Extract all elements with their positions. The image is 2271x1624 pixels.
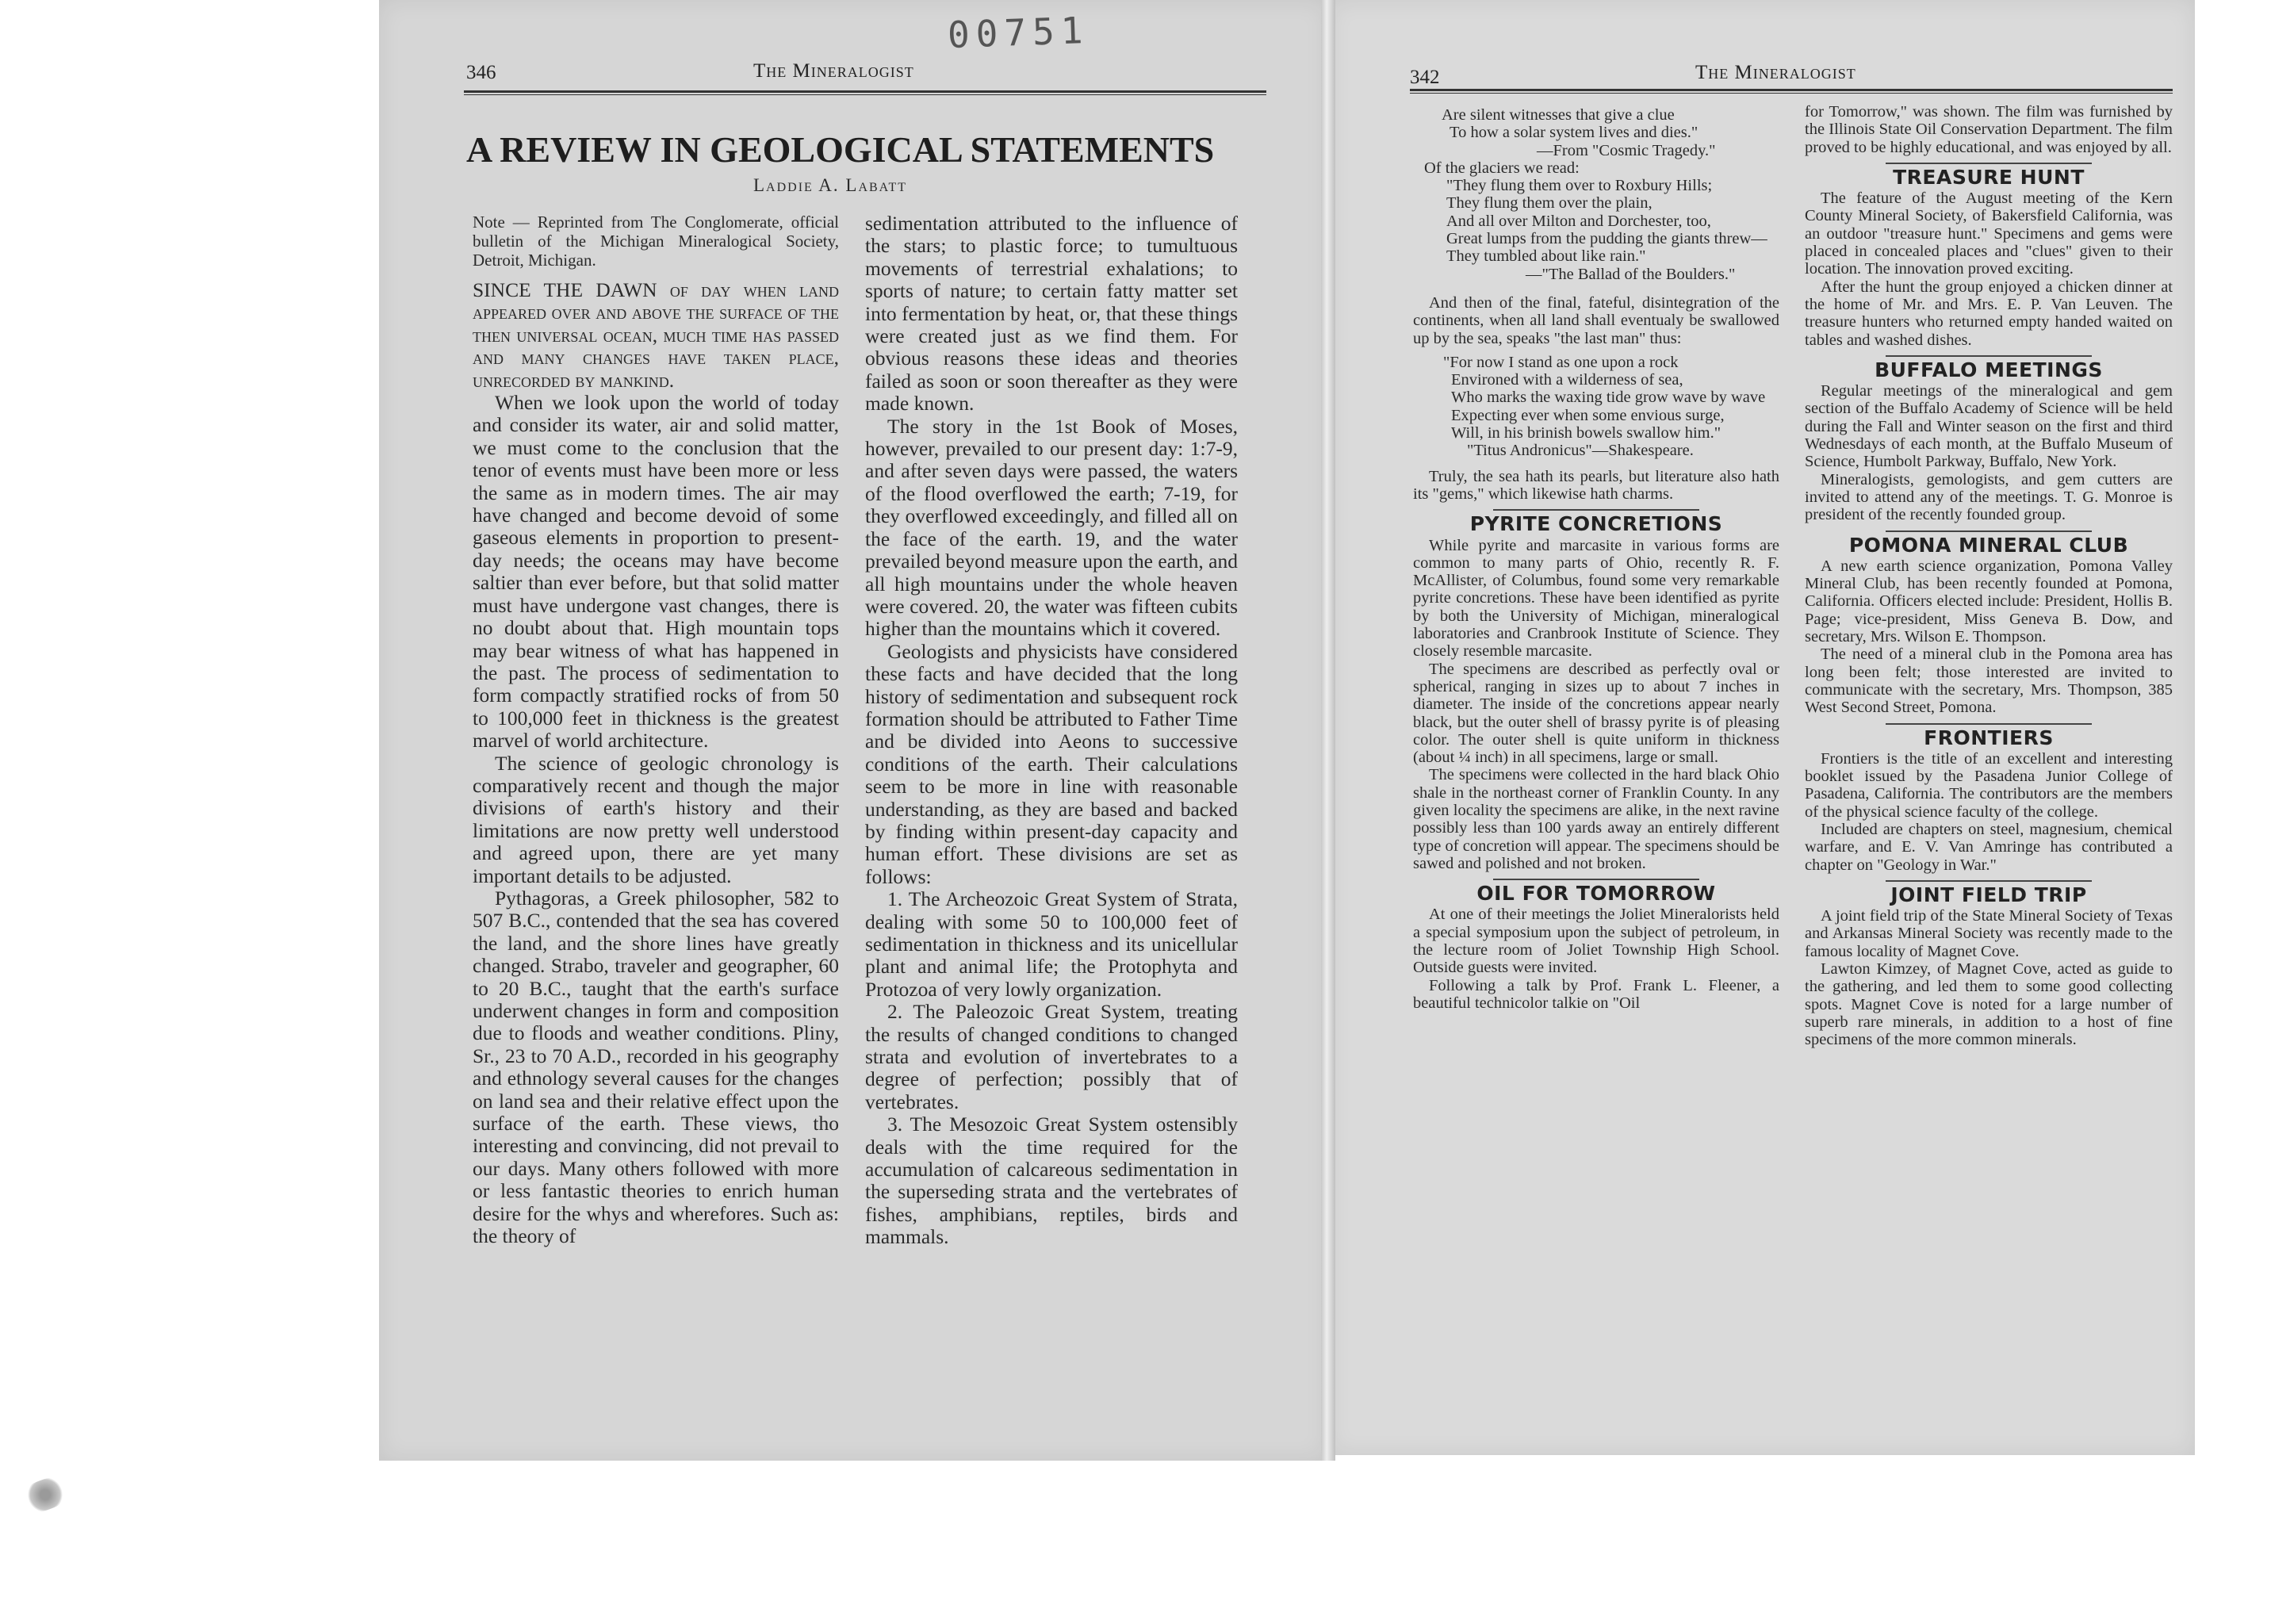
section-heading-oil: OIL FOR TOMORROW bbox=[1476, 882, 1716, 906]
paragraph: for Tomorrow," was shown. The film was furnished by the Illinois State Oil Conservation Department. The film proved to be highly educational, and was enjoyed by all. bbox=[1805, 103, 2173, 156]
section-divider bbox=[1493, 509, 1699, 511]
section-divider bbox=[1886, 355, 2092, 357]
poem-line: Great lumps from the pudding the giants threw— bbox=[1446, 230, 1767, 248]
paragraph: The feature of the August meeting of the Kern County Mineral Society, of Bakersfield California, was an outdoor "treasure hunt." Specimens and gems were placed in concealed places and "clues" given to their location. The innovation proved exciting. bbox=[1805, 190, 2173, 278]
article-title: A REVIEW IN GEOLOGICAL STATEMENTS bbox=[466, 129, 1215, 170]
poem-line: Are silent witnesses that give a clue bbox=[1442, 106, 1675, 124]
paragraph: 1. The Archeozoic Great System of Strata, dealing with some 50 to 100,000 feet of sedimentation in thickness and its unicellular plant and animal life; the Protophyta and Protozoa of very lowly organization. bbox=[865, 887, 1238, 1001]
poem-line: They flung them over the plain, bbox=[1446, 194, 1653, 213]
paragraph: Regular meetings of the mineralogical and gem section of the Buffalo Academy of Science will be held during the Fall and Winter season on the first and third Wednesdays of each month, at the Buffalo Museum of Science, Humbolt Parkway, Buffalo, New York. bbox=[1805, 382, 2173, 471]
paragraph: The story in the 1st Book of Moses, however, prevailed to our present day: 1:7-9, and after seven days were passed, the waters of the flood overflowed the earth; 7-19, for they overflowed exceedingly, and filled all on the face of the earth. 19, and the water prevailed beyond measure upon the earth, and all high mountains under the whole heaven were covered. 20, the water was fifteen cubits higher than the mountains which it covered. bbox=[865, 414, 1238, 641]
poem-line: Environed with a wilderness of sea, bbox=[1451, 371, 1683, 389]
paragraph: A new earth science organization, Pomona Valley Mineral Club, has been recently founded at Pomona, California. Officers elected include: President, Hollis B. Page; vice-president, Miss Geneva B. Dow, and secretary, Mrs. Wilson E. Thompson. bbox=[1805, 557, 2173, 646]
left-header-rule bbox=[464, 90, 1266, 95]
section-heading-treasure: TREASURE HUNT bbox=[1893, 165, 2085, 189]
right-page-number: 342 bbox=[1410, 67, 1440, 88]
paragraph: Included are chapters on steel, magnesium, chemical warfare, and E. V. Van Amringe has contributed a chapter on "Geology in War." bbox=[1805, 820, 2173, 874]
paragraph: After the hunt the group enjoyed a chicken dinner at the home of Mr. and Mrs. E. P. Van Leuven. The treasure hunters who returned empty handed waited on tables and washed dishes. bbox=[1805, 278, 2173, 349]
section-heading-buffalo: BUFFALO MEETINGS bbox=[1875, 358, 2103, 381]
poem-line: Will, in his brinish bowels swallow him." bbox=[1451, 424, 1721, 442]
paragraph: And then of the final, fateful, disintegration of the continents, when all land shall eventualy be swallowed up by the sea, speaks "the last man" thus: bbox=[1413, 293, 1779, 347]
poem-line: Expecting ever when some envious surge, bbox=[1451, 406, 1725, 424]
paragraph: Frontiers is the title of an excellent and interesting booklet issued by the Pasadena Junior College of Pasadena, California. The contributors are the members of the physical science faculty of the college. bbox=[1805, 749, 2173, 821]
paragraph: While pyrite and marcasite in various forms are common to many parts of Ohio, recently R. F. McAllister, of Columbus, found some very remarkable pyrite concretions. These have been identified as pyrite by both the University of Michigan, mineralogical laboratories and Cranbrook Institute of Science. They closely resemble marcasite. bbox=[1413, 536, 1779, 661]
right-column-2 bbox=[1805, 103, 2173, 1049]
poem-line: To how a solar system lives and dies." bbox=[1450, 124, 1698, 142]
glacier-intro: Of the glaciers we read: bbox=[1424, 159, 1580, 177]
poem-titus bbox=[1413, 354, 1779, 460]
section-heading-pyrite: PYRITE CONCRETIONS bbox=[1469, 512, 1723, 536]
left-column-2 bbox=[865, 213, 1238, 1249]
section-heading-frontiers: FRONTIERS bbox=[1924, 726, 2054, 749]
poem-attribution: —"The Ballad of the Boulders." bbox=[1526, 265, 1736, 283]
paragraph: Geologists and physicists have considered these facts and have decided that the long history of sedimentation and subsequent rock formation should be attributed to Father Time and be divided into Aeons to successive conditions of the earth. Their calculations seem to be more in line with reasonable understanding, as they are based and backed by finding within present-day capacity and human effort. These divisions are set as follows: bbox=[865, 639, 1238, 888]
section-divider bbox=[1886, 880, 2092, 882]
poem-line: Who marks the waxing tide grow wave by wave bbox=[1451, 389, 1766, 407]
poem-line: They tumbled about like rain." bbox=[1446, 247, 1646, 266]
section-heading-pomona: POMONA MINERAL CLUB bbox=[1848, 533, 2129, 557]
paragraph: The science of geologic chronology is comparatively recent and though the major divisions of earth's history and their limitations are now pretty well understood and agreed upon, there are yet many important details to be adjusted. bbox=[473, 751, 839, 887]
poem-cosmic-tragedy bbox=[1413, 106, 1779, 159]
poem-attribution: —From "Cosmic Tragedy." bbox=[1537, 141, 1716, 159]
article-author: Laddie A. Labatt bbox=[753, 175, 908, 195]
reprint-note: Note — Reprinted from The Conglomerate, official bulletin of the Michigan Mineralogical Society, Detroit, Michigan. bbox=[473, 213, 839, 270]
paragraph: 2. The Paleozoic Great System, treating the results of changed conditions to changed strata and evolution of invertebrates to a degree of perfection; possibly that of vertebrates. bbox=[865, 1000, 1238, 1113]
right-column-1 bbox=[1413, 106, 1779, 1012]
paragraph: Pythagoras, a Greek philosopher, 582 to 507 B.C., contended that the sea has covered the land, and the shore lines have greatly changed. Strabo, traveler and geographer, 60 to 20 B.C., taught that the earth's surface underwent changes in form and composition due to floods and weather conditions. Pliny, Sr., 23 to 70 A.D., recorded in his geography and ethnology several causes for the changes on land sea and their relative effect upon the surface of the earth. These views, tho interesting and convincing, did not prevail to our days. Many others followed with more or less fantastic theories to enrich human desire for the whys and wherefores. Such as: the theory of bbox=[473, 886, 839, 1248]
poem-line: "They flung them over to Roxbury Hills; bbox=[1446, 177, 1713, 195]
paragraph: The specimens were collected in the hard black Ohio shale in the northeast corner of Franklin County. In any given locality the specimens are alike, in the next ravine possibly less than 100 yards away an entirely different type of concretion will appear. The specimens should be sawed and polished and not broken. bbox=[1413, 766, 1779, 872]
archive-stamp: 00751 bbox=[947, 8, 1090, 57]
section-heading-joint-trip: JOINT FIELD TRIP bbox=[1890, 883, 2087, 906]
section-divider bbox=[1493, 879, 1699, 880]
paragraph: When we look upon the world of today and consider its water, air and solid matter, we must come to the conclusion that the tenor of events must have been more or less the same as in modern times. The air may have changed and become devoid of some gaseous elements in proportion to present-day needs; the oceans may have become saltier than ever before, but that solid matter must have undergone vast changes, there is no doubt about that. High mountain tops may bear witness of what has happened in the past. The process of sedimentation to form compactly stratified rocks of from 50 to 100,000 feet in thickness is the greatest marvel of world architecture. bbox=[473, 391, 839, 753]
paragraph: At one of their meetings the Joliet Mineralorists held a special symposium upon the subject of petroleum, in the lecture room of Joliet Township High School. Outside guests were invited. bbox=[1413, 906, 1779, 977]
paragraph: The specimens are described as perfectly oval or spherical, ranging in sizes up to about 7 inches in diameter. The inside of the concretions appear nearly black, but the outer shell of brassy pyrite is of pleasing color. The outer shell is quite uniform in thickness (about ¼ inch) in all specimens, large or small. bbox=[1413, 660, 1779, 767]
left-running-head: The Mineralogist bbox=[753, 60, 914, 82]
paragraph: sedimentation attributed to the influence of the stars; to plastic force; to tumultuous movements of terrestrial exhalations; to sports of nature; to certain fatty matter set into fermentation by heat, or, that these things were created just as we find them. For obvious reasons these ideas and theories failed as soon or soon thereafter as they were made known. bbox=[865, 212, 1238, 416]
section-divider bbox=[1886, 530, 2092, 532]
paragraph: Mineralogists, gemologists, and gem cutters are invited to attend any of the meetings. T. G. Monroe is president of the recently founded group. bbox=[1805, 470, 2173, 524]
page-gutter bbox=[1321, 0, 1335, 1461]
poem-line: "For now I stand as one upon a rock bbox=[1443, 353, 1679, 371]
poem-boulders bbox=[1413, 177, 1779, 283]
paragraph: SINCE THE DAWN of day when land appeared over and above the surface of the then universal ocean, much time has passed and many changes have taken place, unrecorded by mankind. bbox=[473, 278, 839, 392]
right-header-rule bbox=[1410, 89, 2173, 94]
paragraph: Truly, the sea hath its pearls, but literature also hath its "gems," which likewise hath charms. bbox=[1413, 467, 1779, 503]
paragraph: A joint field trip of the State Mineral Society of Texas and Arkansas Mineral Society was recently made to the famous locality of Magnet Cove. bbox=[1805, 907, 2173, 960]
paragraph: Following a talk by Prof. Frank L. Fleener, a beautiful technicolor talkie on "Oil bbox=[1413, 976, 1779, 1012]
left-column-1 bbox=[473, 213, 839, 1247]
paragraph: 3. The Mesozoic Great System ostensibly deals with the time required for the accumulation of calcareous sedimentation in the superseding strata and the vertebrates of fishes, amphibians, reptiles, birds and mammals. bbox=[865, 1113, 1238, 1249]
poem-attribution: "Titus Andronicus"—Shakespeare. bbox=[1467, 442, 1694, 460]
paragraph: The need of a mineral club in the Pomona area has long been felt; those interested are invited to communicate with the secretary, Mrs. Thompson, 385 West Second Street, Pomona. bbox=[1805, 645, 2173, 717]
section-divider bbox=[1886, 163, 2092, 164]
left-page-number: 346 bbox=[466, 62, 496, 83]
smudge-mark bbox=[21, 1474, 69, 1516]
right-running-head: The Mineralogist bbox=[1695, 62, 1856, 83]
section-divider bbox=[1886, 723, 2092, 725]
poem-line: And all over Milton and Dorchester, too, bbox=[1446, 212, 1711, 230]
paragraph: Lawton Kimzey, of Magnet Cove, acted as guide to the gathering, and led them to some good collecting spots. Magnet Cove is noted for a large number of superb rare minerals, in addition to a host of fine specimens of the more common minerals. bbox=[1805, 960, 2173, 1049]
